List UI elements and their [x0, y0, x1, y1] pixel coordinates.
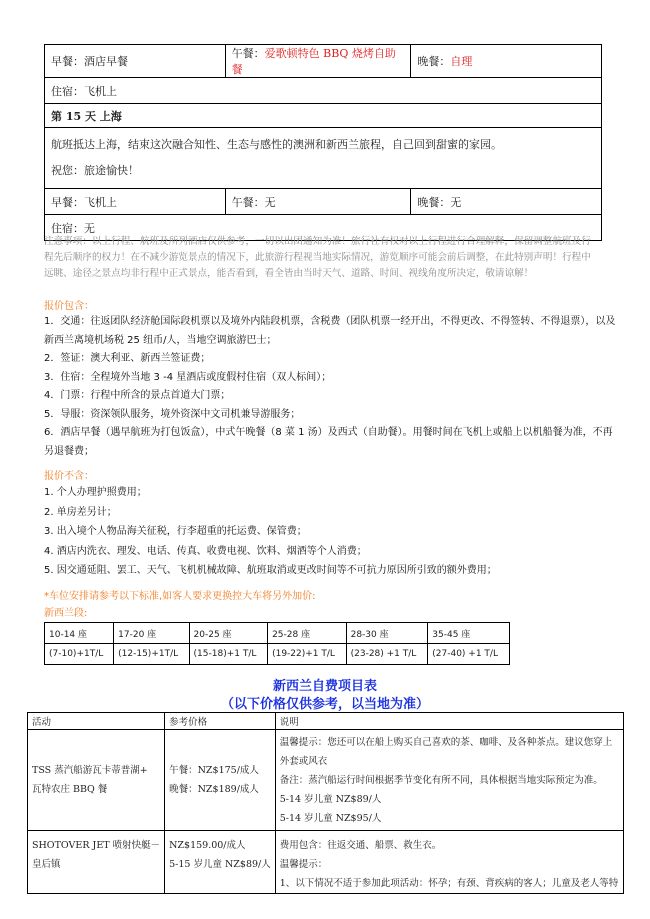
activity-cell — [28, 730, 165, 831]
selfpay-table — [27, 712, 624, 894]
header-activity: 活动 — [28, 713, 165, 730]
activity-line: 瓦特农庄 BBQ 餐 — [32, 784, 108, 795]
table-cell: (27-40) +1 T/L — [428, 644, 510, 665]
dinner-value: 自理 — [450, 55, 473, 68]
lodging-cell: 住宿：无 — [45, 215, 602, 241]
list-item: 2．签证：澳大利亚、新西兰签证费； — [44, 353, 211, 364]
table-row — [45, 623, 510, 644]
table-header-row — [28, 713, 624, 730]
list-item: 1. 个人办理护照费用； — [44, 487, 147, 498]
selfpay-subtitle: （以下价格仅供参考，以当地为准） — [220, 697, 429, 712]
lodging-cell: 住宿：飞机上 — [45, 78, 602, 104]
desc-line: 1、以下情况不适于参加此项活动：怀孕；有颈、背疾病的客人；儿童及老人等特 — [279, 878, 619, 889]
list-item: 5. 因交通延阻、罢工、天气、飞机机械故障、航班取消或更改时间等不可抗力原因所引致的额外费用； — [44, 565, 497, 576]
table-row — [45, 644, 510, 665]
vehicle-note: *车位安排请参考以下标准,如客人要求更换控大车将另外加价: — [44, 591, 316, 602]
desc-line: 费用包含：往返交通、船票、救生衣。 — [279, 840, 442, 851]
lunch-cell — [225, 45, 411, 78]
table-header-cell: 35-45 座 — [428, 623, 510, 644]
list-item: 1．交通：往返团队经济舱国际段机票以及境外内陆段机票，含税费（团队机票一经开出，不得更改、不得签转、不得退票），以及 — [44, 316, 616, 327]
list-item: 3. 出入境个人物品海关征税，行李超重的托运费、保管费； — [44, 526, 307, 537]
excluded-title: 报价不含： — [44, 471, 94, 482]
price-line: 5-15 岁儿童 NZ$89/人 — [169, 859, 271, 870]
list-item: 新西兰离境机场税 25 纽币/人，当地空调旅游巴士； — [44, 334, 277, 346]
desc-line: 备注：蒸汽船运行时间根据季节变化有所不同，具体根据当地实际预定为准。 — [279, 775, 603, 786]
table-row — [28, 831, 624, 894]
list-item: 6．酒店早餐（遇早航班为打包饭盒），中式午晚餐（8 菜 1 汤）及西式（自助餐）。用餐时间在飞机上或船上以机船餐为准，不再 — [44, 427, 613, 438]
header-desc: 说明 — [275, 713, 623, 730]
activity-line: 皇后镇 — [32, 859, 61, 870]
day-description — [45, 128, 602, 189]
desc-line: 外套或风衣 — [279, 756, 328, 767]
table-cell: (7-10)+1T/L — [45, 644, 114, 665]
day-description-line1: 航班抵达上海，结束这次融合知性、生态与感性的澳洲和新西兰旅程，自己回到甜蜜的家园。 — [51, 138, 502, 151]
meals-row — [45, 189, 602, 215]
lunch-label: 午餐： — [231, 47, 265, 60]
price-line: 晚餐：NZ$189/成人 — [169, 784, 259, 795]
table-header-cell: 25-28 座 — [268, 623, 347, 644]
price-line: 午餐：NZ$175/成人 — [169, 765, 259, 776]
price-cell — [165, 730, 276, 831]
table-row — [28, 730, 624, 831]
breakfast-cell: 早餐：酒店早餐 — [45, 45, 226, 78]
header-price: 参考价格 — [165, 713, 276, 730]
table-header-cell: 28-30 座 — [346, 623, 428, 644]
table-header-cell: 17-20 座 — [114, 623, 189, 644]
breakfast-cell: 早餐：飞机上 — [45, 189, 226, 215]
activity-line: TSS 蒸汽船游瓦卡蒂普湖+ — [32, 765, 148, 776]
desc-line: 温馨提示： — [279, 859, 328, 870]
lunch-cell: 午餐：无 — [225, 189, 411, 215]
included-title: 报价包含： — [44, 301, 94, 312]
desc-line: 5-14 岁儿童 NZ$95/人 — [279, 813, 382, 824]
dinner-cell: 晚餐：无 — [411, 189, 602, 215]
notes-line: 注意事项：以上行程、航班及所列酒店仅供参考，一切以出团通知为准！旅行社有权对以上行程进行合理解释，保留调整航班及行 — [44, 236, 591, 247]
notes-line: 远眺、途径之景点均非行程中正式景点，能否看到，看全皆由当时天气、道路、时间、视线角度所决定，敬请谅解！ — [44, 268, 534, 279]
meals-row — [45, 45, 602, 78]
table-cell: (19-22)+1 T/L — [268, 644, 347, 665]
table-cell: (12-15)+1T/L — [114, 644, 189, 665]
vehicle-table — [44, 622, 510, 665]
excluded-list — [44, 483, 604, 581]
list-item: 2. 单房差另计； — [44, 506, 117, 518]
notes-line: 程先后顺序的权力！在不减少游览景点的情况下，此旅游行程视当地实际情况，游览顺序可能会前后调整，在此特别声明！行程中 — [44, 252, 591, 263]
desc-line: 5-14 岁儿童 NZ$89/人 — [279, 794, 382, 805]
desc-cell — [275, 831, 623, 894]
included-list — [44, 313, 616, 461]
price-line: NZ$159.00/成人 — [169, 840, 246, 851]
list-item: 3．住宿：全程境外当地 3 -4 星酒店或度假村住宿（双人标间）； — [44, 371, 332, 383]
list-item: 另退餐费； — [44, 445, 94, 457]
selfpay-title: 新西兰自费项目表 — [272, 679, 377, 694]
table-cell: (15-18)+1 T/L — [189, 644, 268, 665]
list-item: 4．门票：行程中所含的景点首道大门票； — [44, 390, 231, 401]
desc-line: 温馨提示：您还可以在船上购买自己喜欢的茶、咖啡、及各种茶点。建议您穿上 — [279, 737, 613, 748]
table-header-cell: 20-25 座 — [189, 623, 268, 644]
list-item: 4. 酒店内洗衣、理发、电话、传真、收费电视、饮料、烟酒等个人消费； — [44, 545, 367, 557]
dinner-cell — [411, 45, 602, 78]
region-label: 新西兰段: — [44, 608, 88, 619]
dinner-label: 晚餐： — [417, 55, 451, 68]
table-cell: (23-28) +1 T/L — [346, 644, 428, 665]
activity-cell — [28, 831, 165, 894]
itinerary-table — [44, 44, 602, 241]
notes-paragraph — [44, 234, 606, 282]
day-title: 第 15 天 上海 — [45, 104, 602, 128]
price-cell — [165, 831, 276, 894]
table-header-cell: 10-14 座 — [45, 623, 114, 644]
desc-cell — [275, 730, 623, 831]
day-description-line2: 祝您：旅途愉快！ — [51, 164, 139, 177]
list-item: 5．导服：资深领队服务，境外资深中文司机兼导游服务； — [44, 408, 301, 420]
lunch-value: 爱歌顿特色 BBQ 烧烤自助餐 — [231, 47, 396, 76]
activity-line: SHOTOVER JET 喷射快艇－ — [32, 840, 161, 851]
